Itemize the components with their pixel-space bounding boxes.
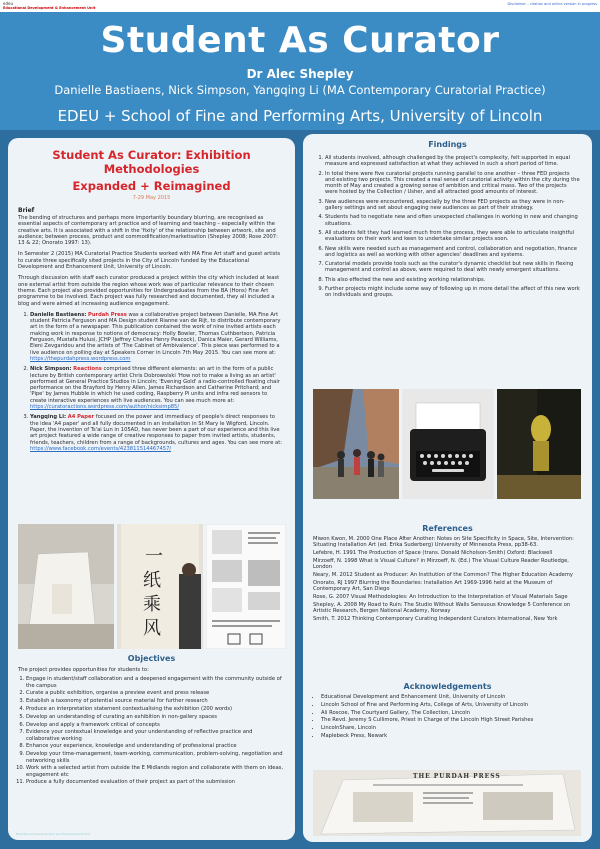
svg-text:纸: 纸: [143, 570, 161, 591]
objective-item: 2. Curate a public exhibition, organise a preview event and press release: [26, 690, 285, 696]
ack-item: • Ali Roscoe, The Courtyard Gallery, The Collection, Lincoln: [321, 710, 582, 716]
poster-title: Student As Curator: [100, 20, 500, 61]
project-link[interactable]: https://curatoractions.wordpress.com/author/nicksimp85/: [30, 404, 180, 411]
project-item: [30, 366, 285, 410]
right-panel: [303, 134, 592, 842]
finding-item: 7. Curatorial models provide tools such as the curator's dynamic checklist but new skills in flexing management and control as above, were required to deal with newly emergent situations.: [325, 261, 580, 274]
brief-heading: Brief: [18, 207, 35, 214]
ack-item: • The Revd. Jeremy S Cullimore, Priest in Charge of the Lincoln High Street Parishes: [321, 717, 582, 723]
finding-item: 4. Students had to negotiate new and often unexpected challenges in working in new and changing situations.: [325, 214, 580, 227]
street-performance-photo: [313, 389, 399, 499]
reference-item: Shepley, A. 2008 My Road to Ruin: The Studio Without Walls Sensuous Knowledge 5 Conference on Artistic Research, Bergen National Academy, Norway: [313, 601, 571, 614]
finding-item: 2. In total there were five curatorial projects running parallel to one another – three FED projects and existing two projects. This created a real sense of curatorial activity within the city during the month of May and created a growing sense of ambition and critical mass. Two of the projects were hosted by the Collection / Usher, and all attracted good amounts of interest.: [325, 171, 580, 196]
findings-heading: Findings: [428, 140, 467, 149]
exhibition-photo: [18, 524, 114, 649]
right-photo-strip: [313, 389, 581, 499]
objective-item: 8. Enhance your experience, knowledge and understanding of professional practice: [26, 743, 285, 749]
ack-item: • Maplebeck Press, Newark: [321, 733, 582, 739]
typewriter-photo: [402, 389, 494, 499]
finding-item: 8. This also effected the new and existing working relationships.: [325, 277, 580, 283]
poster-header: [0, 12, 600, 130]
objective-item: 11. Produce a fully documented evaluation of their project as part of the submission: [26, 779, 285, 785]
references-heading: References: [422, 524, 473, 533]
brief-paragraph-3: Through discussion with staff each curator produced a project within the city which included at least one external artist from outside the region whose work was of particular relevance to their chosen theme. Each project also provided opportunities for Undergraduates from the BA (Hons) Fine Art programme to be involved. Each project was fully researched and documented, they all included a blog and were aimed at increasing audience engagement.: [18, 275, 280, 307]
project-lead: Yangqing Li:: [30, 414, 67, 421]
svg-text:乘: 乘: [143, 594, 161, 615]
purdah-press-newspaper-photo: [313, 770, 581, 836]
finding-item: 6. New skills were needed such as management and control, collaboration and negotiation, finance and logistics as well as working with other agencies' deadlines and systems.: [325, 246, 580, 259]
objective-item: 4. Produce an interpretation statement contextualising the exhibition (200 words): [26, 706, 285, 712]
night-installation-photo: [497, 389, 581, 499]
finding-item: 1. All students involved, although challenged by the project's complexity, felt supported in equal measure and expressed satisfaction at what they achieved in such a short period of time.: [325, 155, 580, 168]
reference-item: Miwon Kwon, M. 2000 One Place After Another: Notes on Site Specificity in Space, Site, Intervention: Situating Installation Art (ed. Erika Suderberg) University of Minnesota Press, pp38-63.: [313, 536, 574, 549]
objective-item: 10. Work with a selected artist from outside the E Midlands region and collaborate with them on ideas, engagement etc: [26, 765, 285, 778]
finding-item: 9. Further projects might include some way of following up in more detail the affect of this new work on individuals and groups.: [325, 286, 580, 299]
newspaper-page-photo: [206, 524, 286, 649]
project-name: Reactions: [73, 366, 102, 373]
findings-list: [325, 155, 580, 299]
project-body: was a collaborative project between Danielle, MA Fine Art student Patricia Ferguson and MA Design student Rianne van de Rijt, to distribute contemporary art in the form of a newspaper. This publication contained the work of nine invited artists each making work in response to notions of democracy: Holly Bowler, Thomas Cuthbertson, Patricia Ferguson, Mustafa Hulusi, JCHP (Jeffrey Charles Henry Peacock), Danica Maier, Gerard Williams, Eleni Zevgaridou and the artists of 'The Cabinet of Ambivalence'. This piece was performed to a live audience on polling day at Speakers Corner in Lincoln 7th May 2015. You can see more at:: [30, 311, 281, 356]
brief-paragraph-1: The bending of structures and perhaps more importantly boundary blurring, are recognised as essential aspects of contemporary art practice and of learning and teaching – especially within the creative arts. It is associated with a shift in the 'fixity' of the relationship between artwork, site and audience; between process, product and commodification/marketisation (Shepley 2008; Rose 2007: 13 & 22; Onorato 1997: 13).: [18, 215, 278, 247]
reference-item: Smith, T. 2012 Thinking Contemporary Curating Independent Curators International, New York: [313, 615, 558, 622]
project-lead: Danielle Bastiaens:: [30, 311, 87, 318]
left-photo-strip: [18, 524, 286, 649]
project-name: Purdah Press: [88, 311, 127, 318]
brief-paragraph-2: In Semester 2 (2015) MA Curatorial Practice Students worked with MA Fine Art staff and guest artists to curate three specifically sited projects in the City of Lincoln funded by the Educational Development and Enhancement Unit, University of Lincoln.: [18, 251, 281, 271]
left-subtitle: Expanded + Reimagined: [72, 179, 231, 193]
newspaper-masthead: THE PURDAH PRESS: [413, 773, 501, 780]
svg-text:风: 风: [143, 618, 161, 639]
logo-text: edeu: [3, 1, 13, 6]
reference-item: Rose, G. 2007 Visual Methodologies: An Introduction to the Interpretation of Visual Materials Sage: [313, 593, 568, 600]
project-body: focused on the power and immediacy of people's direct responses to the idea 'A4 paper' and all fully documented in an installation in St Mary le Wigford, Lincoln. Paper, the invention of Ts'ai Lun in 105AD, has never been a part of our experience and this live art project featured a wide range of creative responses to paper from invited artists, students, friends, teachers, children from a range of backgrounds, cultures and ages. You can see more at:: [30, 414, 282, 446]
objective-item: 5. Develop an understanding of curating an exhibition in non-gallery spaces: [26, 714, 285, 720]
project-item: [30, 312, 285, 362]
reference-item: Mirzoeff, N. 1998 What is Visual Culture? in Mirzoeff, N. (Ed.) The Visual Culture Reader Routledge, London: [313, 557, 569, 571]
reference-item: Neary, M. 2012 Student as Producer: An Institution of the Common? The Higher Education Academy: [313, 571, 573, 578]
project-body: comprised three different elements: an art in the form of a public lecture by British contemporary artist Chris Dobrowolski 'How not to make a living as an artist' performed at General Practice Studios in Lincoln; 'Evening Gold' a radio-controlled floating chair performance on the Brayford by Henry Allen, James Richardson and Catherine Pritchard; and 'Pipe' by James Hubble in which he used coding, Raspberry Pi units and infra red sensors to create interactive experiences with live audiences. You can see much more at:: [30, 366, 280, 404]
project-name: A4 Paper: [67, 414, 95, 421]
finding-item: 3. New audiences were encountered, especially by the three FED projects as they were in non-gallery settings and set about engaging new audiences as part of their strategy.: [325, 199, 580, 212]
footnote: Educational Development and Enhancement Unit: [16, 832, 91, 836]
top-bar: [0, 0, 600, 12]
top-right-text: Disclaimer – citation and online version in progress: [507, 2, 597, 6]
project-dates: 7-29 May 2015: [132, 195, 171, 201]
logo-subtext: Educational Development & Enhancement Unit: [3, 6, 96, 10]
project-item: [30, 414, 285, 452]
institution: EDEU + School of Fine and Performing Arts, University of Lincoln: [57, 107, 543, 125]
objectives-intro: The project provides opportunities for students to:: [18, 667, 149, 673]
project-list: [30, 312, 285, 452]
objectives-list: [26, 676, 285, 785]
acknowledgements-list: [321, 694, 582, 739]
objective-item: 1. Engage in student/staff collaboration and a deepened engagement with the community outside of the campus: [26, 676, 285, 689]
ack-item: • Educational Development and Enhancement Unit, University of Lincoln: [321, 694, 582, 700]
lead-author: Dr Alec Shepley: [246, 67, 354, 81]
objective-item: 6. Develop and apply a framework critical of concepts: [26, 722, 285, 728]
acknowledgements-heading: Acknowledgements: [403, 682, 492, 691]
finding-item: 5. All students felt they had learned much from the process, they were able to articulate insightful evaluations on their work and keen to undertake similar projects soon.: [325, 230, 580, 243]
edeu-logo: [3, 1, 95, 11]
objective-item: 3. Establish a taxonomy of potential source material for further research: [26, 698, 285, 704]
references-list: [313, 536, 582, 622]
left-panel: [8, 138, 295, 840]
project-lead: Nick Simpson:: [30, 366, 72, 373]
project-link[interactable]: https://www.facebook.com/events/423811514467457/: [30, 445, 172, 452]
ack-item: • Lincoln School of Fine and Performing Arts, College of Arts, University of Lincoln: [321, 702, 582, 708]
ack-item: • LincolnShare, Lincoln: [321, 725, 582, 731]
objective-item: 7. Evidence your contextual knowledge and your understanding of reflective practice and collaborative working: [26, 729, 285, 742]
svg-text:一: 一: [145, 546, 163, 567]
project-link[interactable]: https://thepurdahpress.wordpress.com: [30, 355, 131, 362]
reference-item: Onorato, RJ 1997 Blurring the Boundaries: Installation Art 1969-1996 held at the Museum of Contemporary Art, San Diego: [313, 579, 553, 593]
left-title: Student As Curator: Exhibition Methodologies: [52, 148, 251, 176]
objectives-heading: Objectives: [127, 654, 176, 663]
reference-item: Lefebre, H. 1991 The Production of Space (trans. Donald Nicholson-Smith) Oxford: Blackwell: [313, 550, 553, 557]
co-authors: Danielle Bastiaens, Nick Simpson, Yangqing Li (MA Contemporary Curatorial Practice): [54, 83, 546, 97]
calligraphy-photo: [117, 524, 203, 649]
objective-item: 9. Develop your time-management, team-working, communication, problem-solving, negotiation and networking skills: [26, 751, 285, 764]
